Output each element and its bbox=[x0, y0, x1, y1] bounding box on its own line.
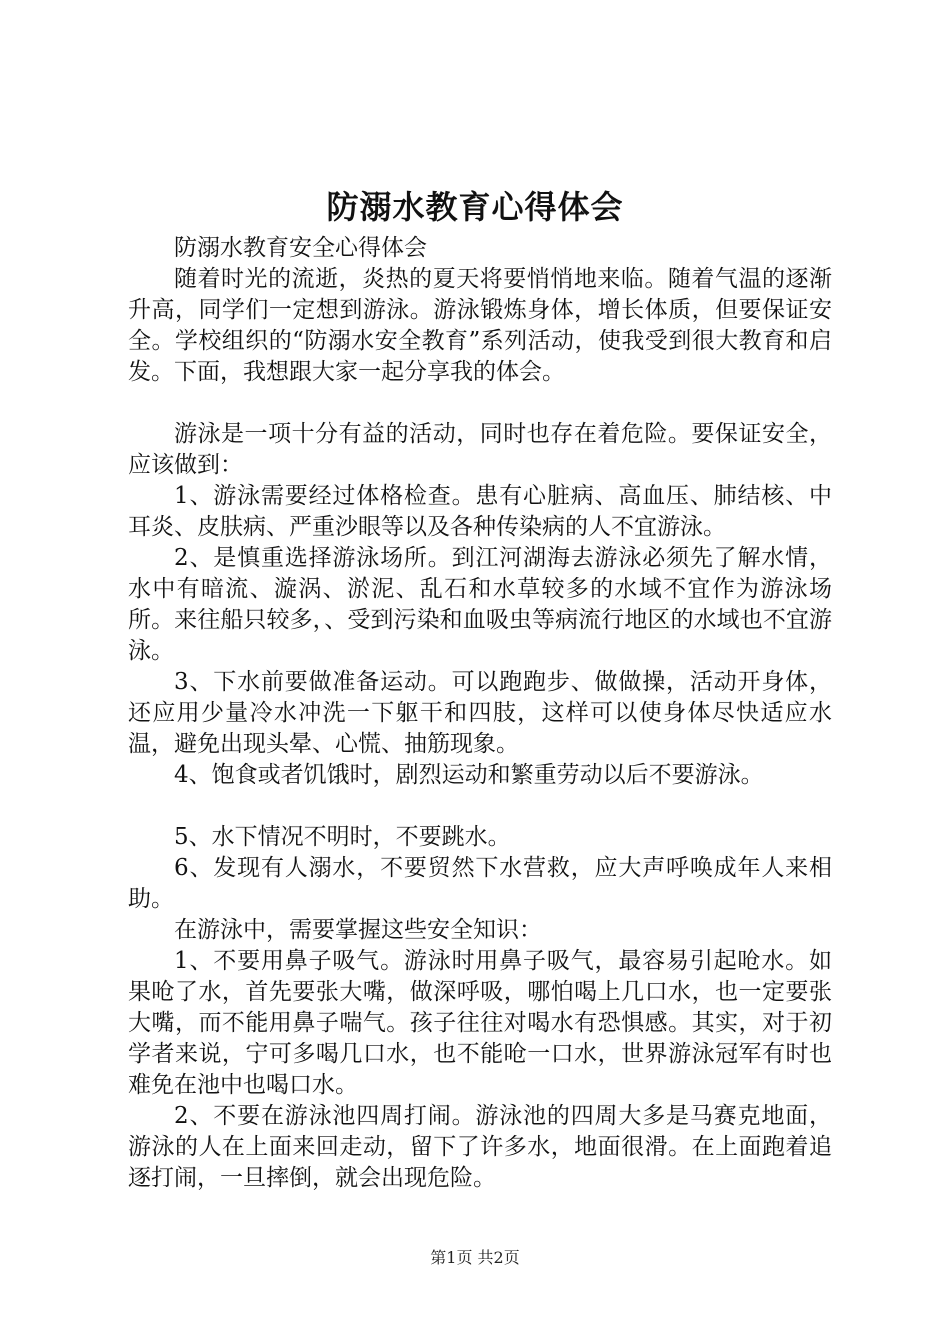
safety-intro-paragraph: 游泳是一项十分有益的活动，同时也存在着危险。要保证安全，应该做到： bbox=[128, 421, 832, 478]
intro-paragraph: 随着时光的流逝，炎热的夏天将要悄悄地来临。随着气温的逐渐升高，同学们一定想到游泳。游泳锻炼身体，增长体质，但要保证安全。学校组织的“防溺水安全教育”系列活动，使我受到很大教育和启发。下面，我想跟大家一起分享我的体会。 bbox=[128, 266, 832, 385]
subtitle-paragraph: 防溺水教育安全心得体会 bbox=[174, 235, 427, 261]
rule-item-1: 1、游泳需要经过体格检查。患有心脏病、高血压、肺结核、中耳炎、皮肤病、严重沙眼等以及各种传染病的人不宜游泳。 bbox=[128, 483, 832, 540]
rule-item-3: 3、下水前要做准备运动。可以跑跑步、做做操，活动开身体，还应用少量冷水冲洗一下躯干和四肢，这样可以使身体尽快适应水温，避免出现头晕、心慌、抽筋现象。 bbox=[128, 669, 832, 757]
rule-item-6: 6、发现有人溺水，不要贸然下水营救，应大声呼唤成年人来相助。 bbox=[128, 855, 832, 912]
knowledge-item-1: 1、不要用鼻子吸气。游泳时用鼻子吸气，最容易引起呛水。如果呛了水，首先要张大嘴，做深呼吸，哪怕喝上几口水，也一定要张大嘴，而不能用鼻子喘气。孩子往往对喝水有恐惧感。其实，对于初学者来说，宁可多喝几口水，也不能呛一口水，世界游泳冠军有时也难免在池中也喝口水。 bbox=[128, 948, 832, 1098]
knowledge-intro-paragraph: 在游泳中，需要掌握这些安全知识： bbox=[174, 917, 542, 943]
document-title: 防溺水教育心得体会 bbox=[326, 188, 624, 226]
rule-item-2: 2、是慎重选择游泳场所。到江河湖海去游泳必须先了解水情，水中有暗流、漩涡、淤泥、乱石和水草较多的水域不宜作为游泳场所。来往船只较多，、受到污染和血吸虫等病流行地区的水域也不宜游泳。 bbox=[128, 545, 832, 664]
page-indicator: 第1页 共2页 bbox=[430, 1248, 520, 1267]
rule-item-5: 5、水下情况不明时，不要跳水。 bbox=[174, 824, 511, 850]
rule-item-4: 4、饱食或者饥饿时，剧烈运动和繁重劳动以后不要游泳。 bbox=[174, 762, 764, 788]
knowledge-item-2: 2、不要在游泳池四周打闹。游泳池的四周大多是马赛克地面，游泳的人在上面来回走动，留下了许多水，地面很滑。在上面跑着追逐打闹，一旦摔倒，就会出现危险。 bbox=[128, 1103, 832, 1191]
document-body bbox=[128, 233, 832, 1194]
